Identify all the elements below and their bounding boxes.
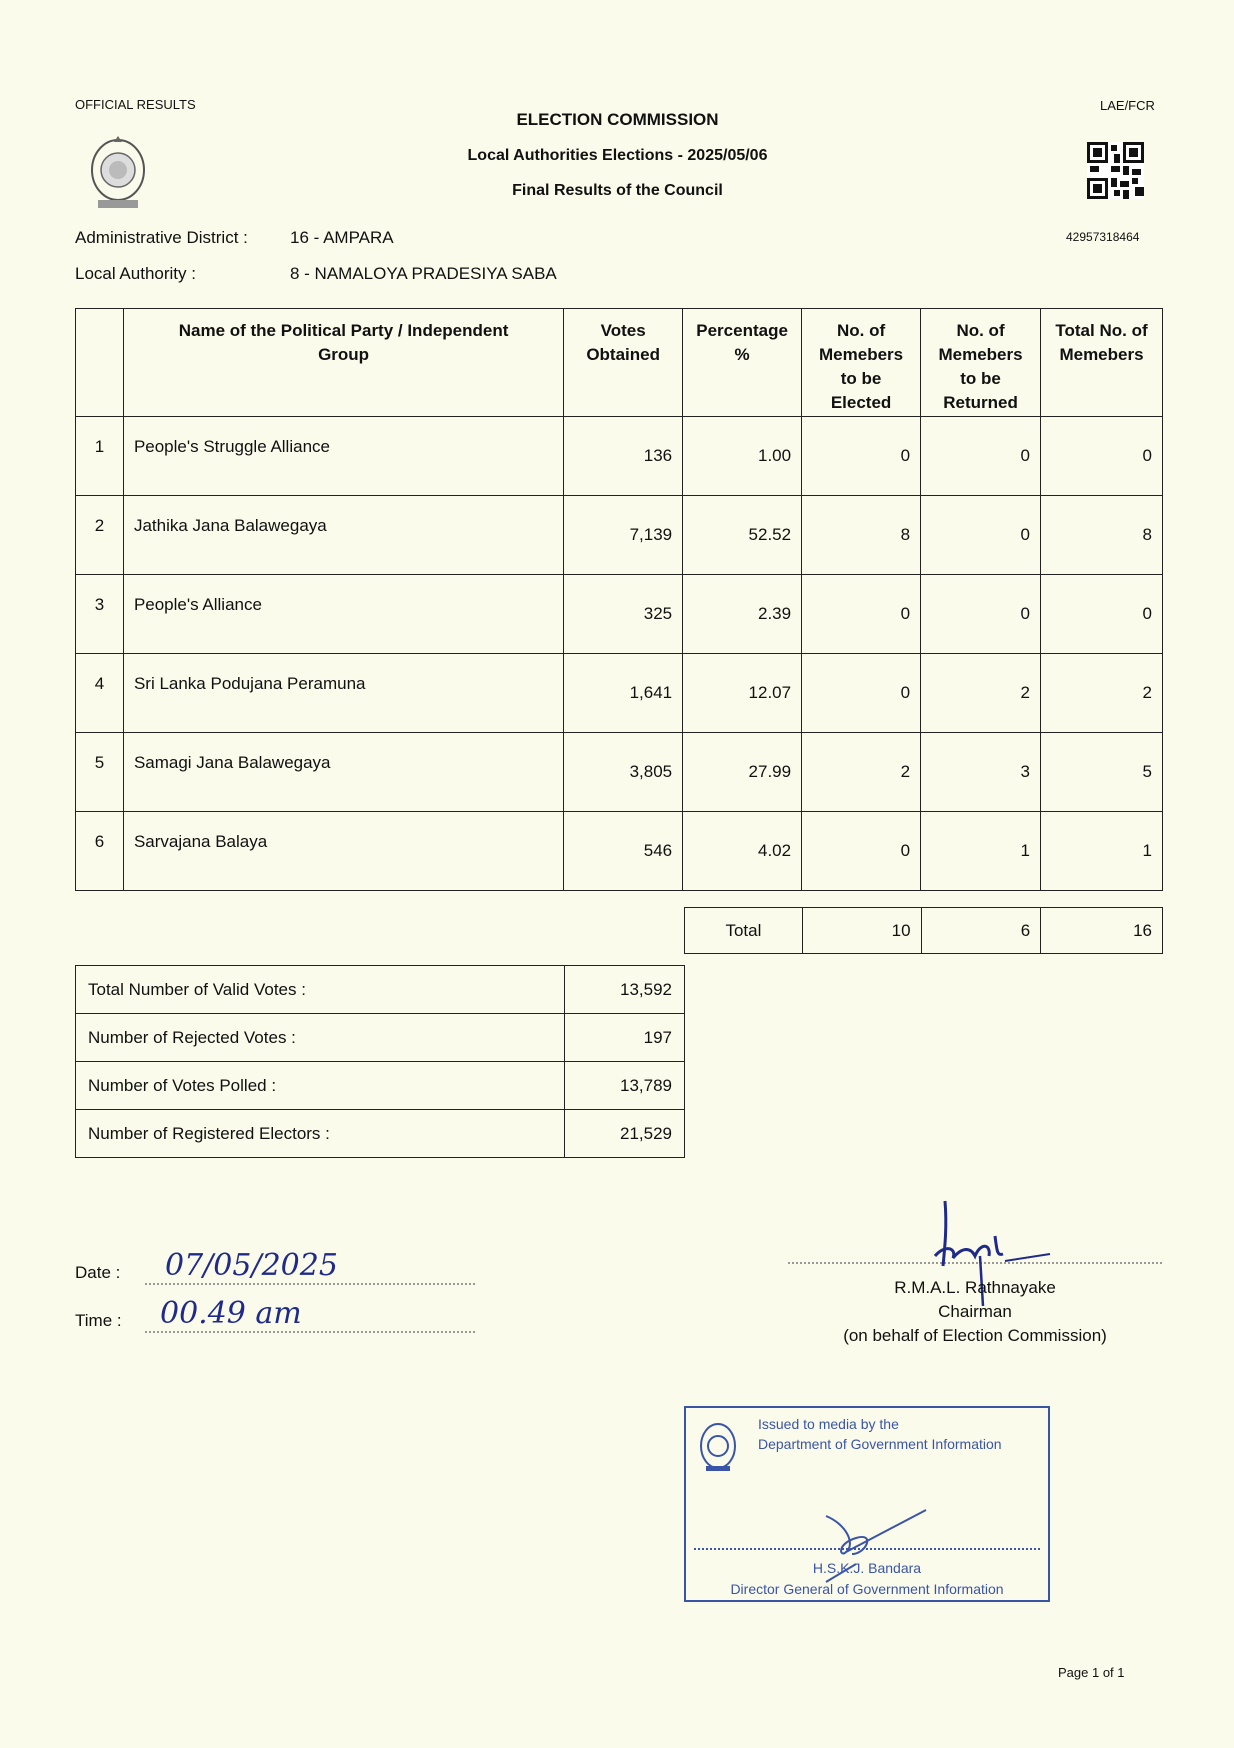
- district-label: Administrative District :: [75, 228, 248, 247]
- summary-row: [76, 1110, 685, 1158]
- table-header-row: [76, 309, 1163, 417]
- vote-percentage: 2.39: [683, 575, 802, 654]
- header-elected: No. of Memebers to be Elected: [802, 309, 921, 417]
- row-index: 6: [76, 812, 124, 891]
- votes-obtained: 3,805: [564, 733, 683, 812]
- party-name: Samagi Jana Balawegaya: [123, 733, 563, 812]
- page-number: Page 1 of 1: [1058, 1665, 1125, 1680]
- vote-summary-table: [75, 965, 685, 1158]
- registered-electors-value: 21,529: [565, 1110, 685, 1158]
- party-name: Sri Lanka Podujana Peramuna: [123, 654, 563, 733]
- table-row: [76, 575, 1163, 654]
- table-row: [76, 733, 1163, 812]
- signatory-title: Chairman: [938, 1302, 1012, 1321]
- stamp-signature-line: [694, 1548, 1040, 1550]
- stamp-signatory-name: H.S.K.J. Bandara: [812, 1560, 922, 1576]
- total-members: 16: [1041, 908, 1163, 954]
- time-line: [145, 1331, 475, 1333]
- signatory-note: (on behalf of Election Commission): [843, 1326, 1107, 1345]
- members-elected: 0: [802, 654, 921, 733]
- stamp-signatory-title: Director General of Government Information: [730, 1581, 1004, 1597]
- time-value: 00.49 am: [160, 1296, 302, 1331]
- votes-obtained: 325: [564, 575, 683, 654]
- official-results-label: OFFICIAL RESULTS: [75, 97, 196, 112]
- summary-row: [76, 1062, 685, 1110]
- commission-title: ELECTION COMMISSION: [516, 110, 719, 129]
- header-party-name: Name of the Political Party / Independent Group: [123, 309, 563, 417]
- votes-polled-label: Number of Votes Polled :: [76, 1062, 565, 1110]
- members-returned: 2: [921, 654, 1041, 733]
- reference-code: LAE/FCR: [1100, 98, 1155, 113]
- vote-percentage: 27.99: [683, 733, 802, 812]
- members-elected: 0: [802, 812, 921, 891]
- table-row: [76, 812, 1163, 891]
- total-elected: 10: [802, 908, 921, 954]
- total-label: Total: [685, 908, 803, 954]
- vote-percentage: 52.52: [683, 496, 802, 575]
- row-index: 2: [76, 496, 124, 575]
- table-row: [76, 417, 1163, 496]
- members-total: 5: [1041, 733, 1163, 812]
- header-index: [76, 309, 124, 417]
- date-value: 07/05/2025: [165, 1248, 338, 1283]
- members-total: 0: [1041, 417, 1163, 496]
- row-index: 5: [76, 733, 124, 812]
- party-name: People's Struggle Alliance: [123, 417, 563, 496]
- authority-value: 8 - NAMALOYA PRADESIYA SABA: [290, 264, 557, 283]
- members-elected: 8: [802, 496, 921, 575]
- totals-row: [685, 908, 1163, 954]
- time-label: Time :: [75, 1311, 122, 1330]
- date-line: [145, 1283, 475, 1285]
- table-row: [76, 654, 1163, 733]
- row-index: 1: [76, 417, 124, 496]
- party-name: Jathika Jana Balawegaya: [123, 496, 563, 575]
- rejected-votes-value: 197: [565, 1014, 685, 1062]
- members-elected: 2: [802, 733, 921, 812]
- document-number: 42957318464: [1066, 230, 1140, 244]
- members-returned: 0: [921, 417, 1041, 496]
- members-elected: 0: [802, 575, 921, 654]
- valid-votes-value: 13,592: [565, 966, 685, 1014]
- registered-electors-label: Number of Registered Electors :: [76, 1110, 565, 1158]
- qr-code-icon: [1087, 142, 1144, 199]
- members-returned: 0: [921, 496, 1041, 575]
- election-line: Local Authorities Elections - 2025/05/06: [467, 147, 768, 164]
- vote-percentage: 12.07: [683, 654, 802, 733]
- authority-label: Local Authority :: [75, 264, 196, 283]
- document-subtitle: Final Results of the Council: [512, 182, 723, 199]
- stamp-department-line: Department of Government Information: [758, 1436, 1002, 1452]
- party-name: Sarvajana Balaya: [123, 812, 563, 891]
- votes-obtained: 546: [564, 812, 683, 891]
- header-total-members: Total No. of Memebers: [1041, 309, 1163, 417]
- party-name: People's Alliance: [123, 575, 563, 654]
- members-returned: 0: [921, 575, 1041, 654]
- district-value: 16 - AMPARA: [290, 228, 394, 247]
- summary-row: [76, 1014, 685, 1062]
- table-row: [76, 496, 1163, 575]
- members-total: 0: [1041, 575, 1163, 654]
- national-emblem-icon: [88, 130, 148, 212]
- stamp-issued-line: Issued to media by the: [758, 1416, 899, 1432]
- votes-obtained: 136: [564, 417, 683, 496]
- stamp-emblem-icon: [698, 1418, 738, 1474]
- total-returned: 6: [921, 908, 1041, 954]
- members-returned: 3: [921, 733, 1041, 812]
- votes-polled-value: 13,789: [565, 1062, 685, 1110]
- row-index: 4: [76, 654, 124, 733]
- members-elected: 0: [802, 417, 921, 496]
- row-index: 3: [76, 575, 124, 654]
- members-total: 2: [1041, 654, 1163, 733]
- header-returned: No. of Memebers to be Returned: [921, 309, 1041, 417]
- summary-row: [76, 966, 685, 1014]
- header-percentage: Percentage %: [683, 309, 802, 417]
- members-returned: 1: [921, 812, 1041, 891]
- vote-percentage: 1.00: [683, 417, 802, 496]
- government-information-stamp: [684, 1406, 1050, 1602]
- votes-obtained: 7,139: [564, 496, 683, 575]
- valid-votes-label: Total Number of Valid Votes :: [76, 966, 565, 1014]
- totals-table: [684, 907, 1163, 954]
- date-label: Date :: [75, 1263, 121, 1282]
- members-total: 1: [1041, 812, 1163, 891]
- members-total: 8: [1041, 496, 1163, 575]
- rejected-votes-label: Number of Rejected Votes :: [76, 1014, 565, 1062]
- vote-percentage: 4.02: [683, 812, 802, 891]
- signatory-name: R.M.A.L. Rathnayake: [894, 1278, 1056, 1297]
- header-votes: Votes Obtained: [564, 309, 683, 417]
- votes-obtained: 1,641: [564, 654, 683, 733]
- results-table: [75, 308, 1163, 891]
